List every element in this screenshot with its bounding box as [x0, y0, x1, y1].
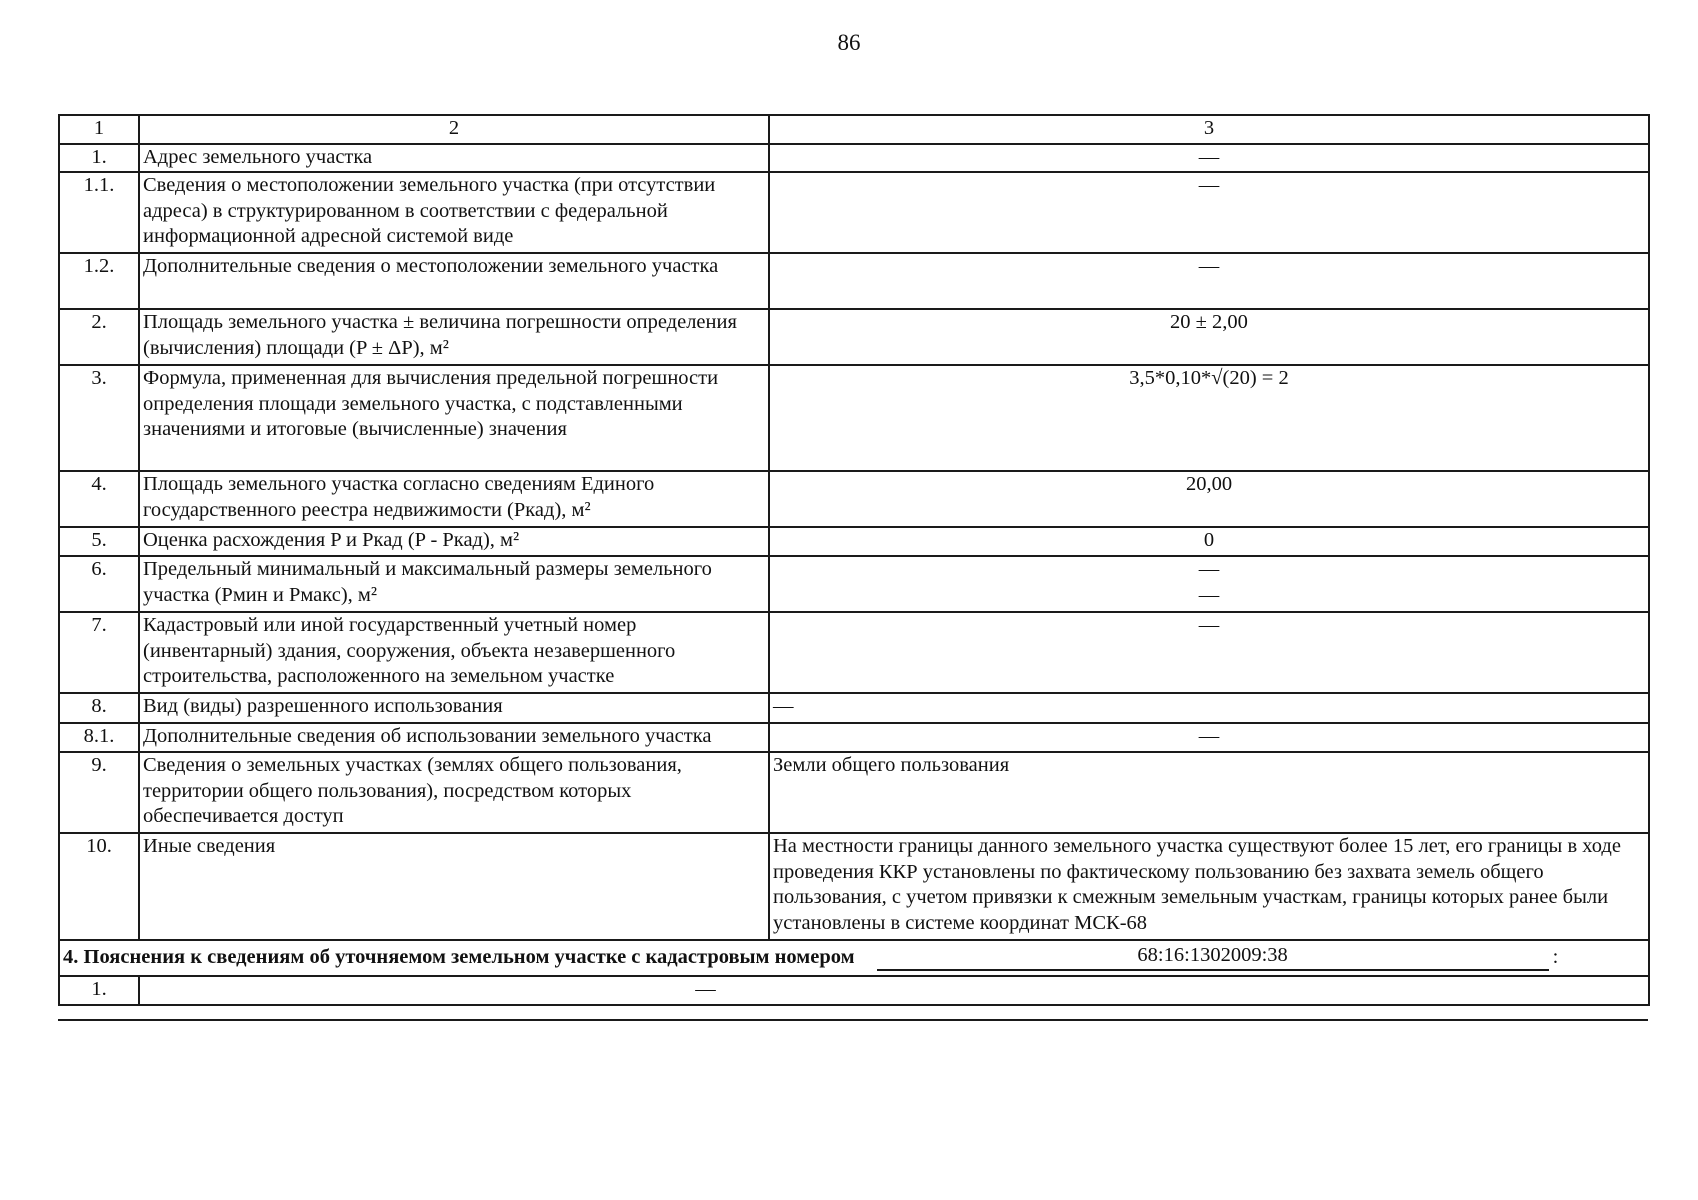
table-row [59, 172, 1649, 253]
row-label: Площадь земельного участка ± величина погрешности определения (вычисления) площади (P ± ΔP), м² [139, 309, 769, 365]
table-bottom-rule [58, 1019, 1648, 1021]
row-number: 10. [59, 833, 139, 940]
table-row [59, 976, 1649, 1005]
row-number: 1.2. [59, 253, 139, 309]
table-row [59, 527, 1649, 556]
row-label: Оценка расхождения P и Ркад (P - Ркад), м² [139, 527, 769, 556]
table-header-row [59, 115, 1649, 144]
row-value: 20,00 [769, 471, 1649, 527]
row-number: 9. [59, 752, 139, 833]
row-value: — [139, 976, 1649, 1005]
row-value: — [769, 612, 1649, 693]
section-4-header-row [59, 940, 1649, 976]
table-row [59, 693, 1649, 723]
row-label: Предельный минимальный и максимальный размеры земельного участка (Рмин и Рмакс), м² [139, 556, 769, 612]
row-label: Адрес земельного участка [139, 144, 769, 172]
row-number: 8.1. [59, 723, 139, 752]
row-label: Дополнительные сведения о местоположении земельного участка [139, 253, 769, 309]
row-label: Сведения о земельных участках (землях общего пользования, территории общего пользования), посредством которых обеспечивается доступ [139, 752, 769, 833]
row-number: 3. [59, 365, 139, 471]
row-number: 7. [59, 612, 139, 693]
row-label: Сведения о местоположении земельного участка (при отсутствии адреса) в структурированном в соответствии с федеральной информационной адресной системой виде [139, 172, 769, 253]
row-label: Дополнительные сведения об использовании земельного участка [139, 723, 769, 752]
table-row [59, 253, 1649, 309]
section-4-header [59, 940, 1649, 976]
row-number: 1. [59, 144, 139, 172]
row-label: Иные сведения [139, 833, 769, 940]
row-number: 1.1. [59, 172, 139, 253]
row-number: 2. [59, 309, 139, 365]
row-value: — [769, 144, 1649, 172]
header-col-3: 3 [769, 115, 1649, 144]
table-row [59, 556, 1649, 612]
table-row [59, 471, 1649, 527]
row-value [769, 556, 1649, 612]
header-col-2: 2 [139, 115, 769, 144]
table-row [59, 833, 1649, 940]
row-value: — [769, 253, 1649, 309]
min-size-value: — [1198, 558, 1220, 580]
row-value: На местности границы данного земельного участка существуют более 15 лет, его границы в ходе проведения ККР установлены по фактическому пользованию без захвата земель общего пользования, с учетом привязки к смежным земельным участкам, границы которых ранее были установлены в системе координат МСК-68 [769, 833, 1649, 940]
row-value: — [769, 172, 1649, 253]
row-number: 5. [59, 527, 139, 556]
page-number: 86 [837, 30, 861, 55]
land-plot-info-table [58, 114, 1650, 1006]
table-row [59, 752, 1649, 833]
table-row [59, 144, 1649, 172]
row-value: Земли общего пользования [769, 752, 1649, 833]
header-col-1: 1 [59, 115, 139, 144]
row-value: 3,5*0,10*√(20) = 2 [769, 365, 1649, 471]
row-label: Кадастровый или иной государственный учетный номер (инвентарный) здания, сооружения, объекта незавершенного строительства, расположенного на земельном участке [139, 612, 769, 693]
row-value: — [769, 693, 1649, 723]
row-label: Формула, примененная для вычисления предельной погрешности определения площади земельного участка, с подставленными значениями и итоговые (вычисленные) значения [139, 365, 769, 471]
table-row [59, 612, 1649, 693]
section-4-colon: : [1552, 946, 1559, 968]
row-value: — [769, 723, 1649, 752]
table-row [59, 365, 1649, 471]
row-label: Вид (виды) разрешенного использования [139, 693, 769, 723]
row-number: 4. [59, 471, 139, 527]
row-number: 6. [59, 556, 139, 612]
section-4-title: 4. Пояснения к сведениям об уточняемом земельном участке с кадастровым номером [63, 946, 855, 968]
row-number: 8. [59, 693, 139, 723]
row-number: 1. [59, 976, 139, 1005]
cadastral-number: 68:16:1302009:38 [877, 943, 1549, 971]
row-value: 20 ± 2,00 [769, 309, 1649, 365]
table-row [59, 723, 1649, 752]
max-size-value: — [1198, 583, 1220, 606]
row-value: 0 [769, 527, 1649, 556]
table-row [59, 309, 1649, 365]
row-label: Площадь земельного участка согласно сведениям Единого государственного реестра недвижимости (Ркад), м² [139, 471, 769, 527]
